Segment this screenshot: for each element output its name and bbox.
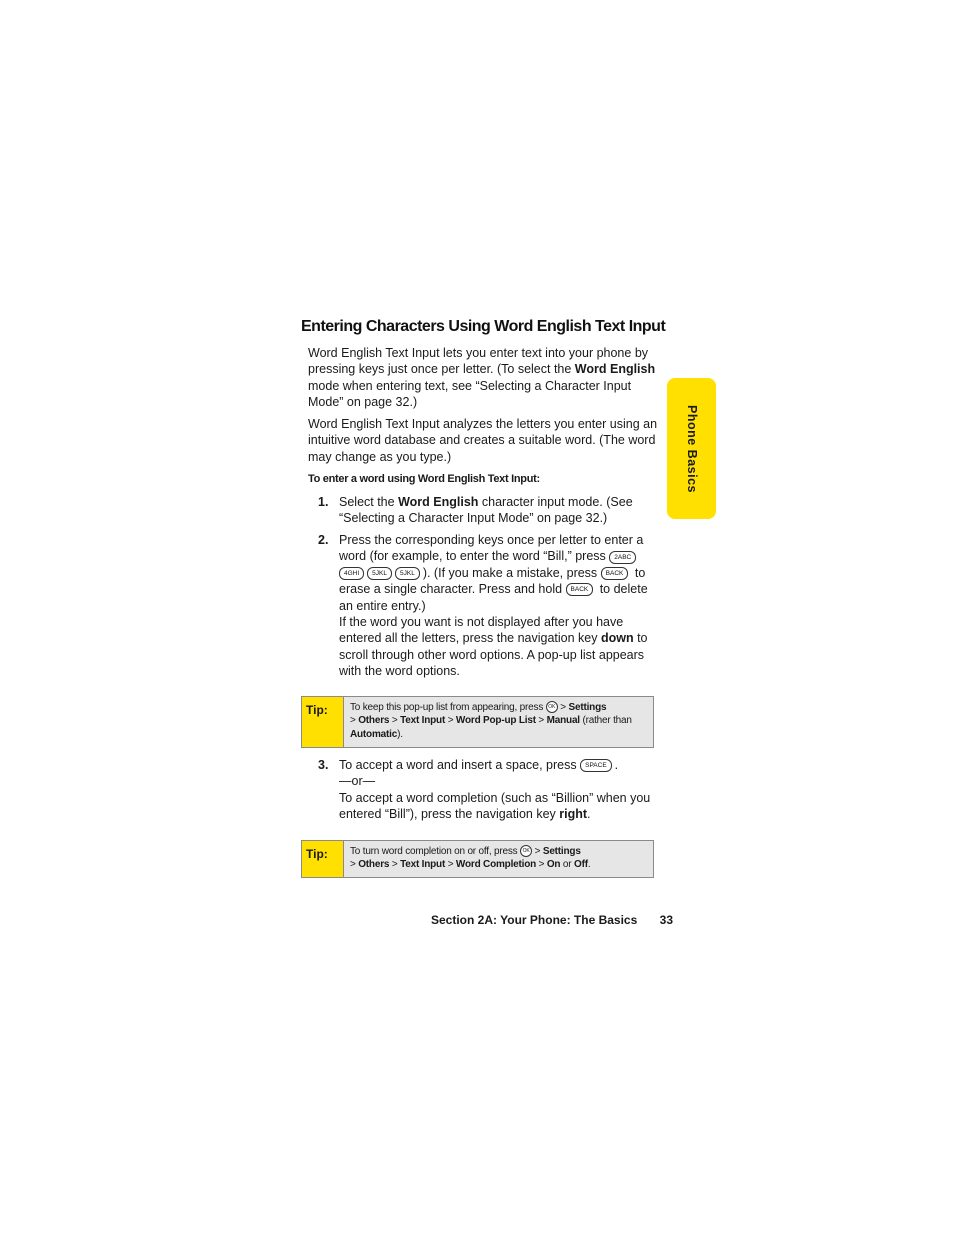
analysis-paragraph: Word English Text Input analyzes the letters you enter using an intuitive word database and creates a suitable word. (The word may change as you type.) bbox=[308, 417, 658, 464]
section-heading: Entering Characters Using Word English Text Input bbox=[301, 318, 666, 335]
footer-section: Section 2A: Your Phone: The Basics bbox=[431, 913, 638, 927]
step-text: Press the corresponding keys once per letter to enter a word (for example, to enter the word “Bill,” press 2ABC4GHI 5JKL 5JKL ). (If you make a mistake, press BACK to erase a single character. Press and hold BACK to delete an entire entry.) If the word you want is not displayed after you have entered all the letters, press the navigation key down to scroll through other word options. A pop-up list appears with the word options. bbox=[339, 533, 648, 679]
bold-term: Word English bbox=[574, 362, 656, 377]
key-2-icon: 2ABC bbox=[609, 551, 636, 564]
step-3 bbox=[318, 757, 658, 823]
tip-label: Tip: bbox=[302, 841, 344, 877]
side-tab-label: Phone Basics bbox=[684, 404, 699, 493]
tip-text: To turn word completion on or off, press OK > Settings > Others > Text Input > Word Completion > On or Off. bbox=[350, 846, 591, 871]
ok-key-icon: OK bbox=[520, 845, 532, 857]
step-number: 2. bbox=[318, 533, 329, 547]
tip-box-completion bbox=[301, 840, 654, 878]
tip-box-popup bbox=[301, 696, 654, 748]
back-key-icon: BACK bbox=[601, 567, 629, 580]
tip-label: Tip: bbox=[302, 697, 344, 747]
key-5-icon: 5JKL bbox=[395, 567, 420, 580]
page-footer bbox=[431, 913, 676, 927]
ok-key-icon: OK bbox=[546, 701, 558, 713]
step-text: To accept a word and insert a space, press SPACE . —or— To accept a word completion (such as “Billion” when you entered “Bill”), press the navigation key right. bbox=[339, 758, 651, 822]
page-number: 33 bbox=[659, 913, 673, 927]
back-key-icon: BACK bbox=[566, 583, 594, 596]
space-key-icon: SPACE bbox=[580, 759, 612, 772]
side-tab bbox=[667, 378, 716, 519]
key-5-icon: 5JKL bbox=[367, 567, 392, 580]
step-2 bbox=[318, 532, 658, 680]
key-4-icon: 4GHI bbox=[339, 567, 364, 580]
step-number: 3. bbox=[318, 758, 329, 772]
tip-text: To keep this pop-up list from appearing, press OK > Settings > Others > Text Input > Word Pop-up List > Manual (rather than Automatic). bbox=[350, 702, 632, 740]
step-number: 1. bbox=[318, 495, 329, 509]
intro-paragraph: Word English Text Input lets you enter text into your phone by pressing keys just once per letter. (To select the Word English mode when entering text, see “Selecting a Character Input Mode” on page 32.) bbox=[308, 346, 656, 410]
procedure-heading: To enter a word using Word English Text Input: bbox=[308, 473, 540, 485]
step-1 bbox=[318, 494, 658, 527]
step-text: Select the Word English character input mode. (See “Selecting a Character Input Mode” on page 32.) bbox=[339, 495, 633, 526]
